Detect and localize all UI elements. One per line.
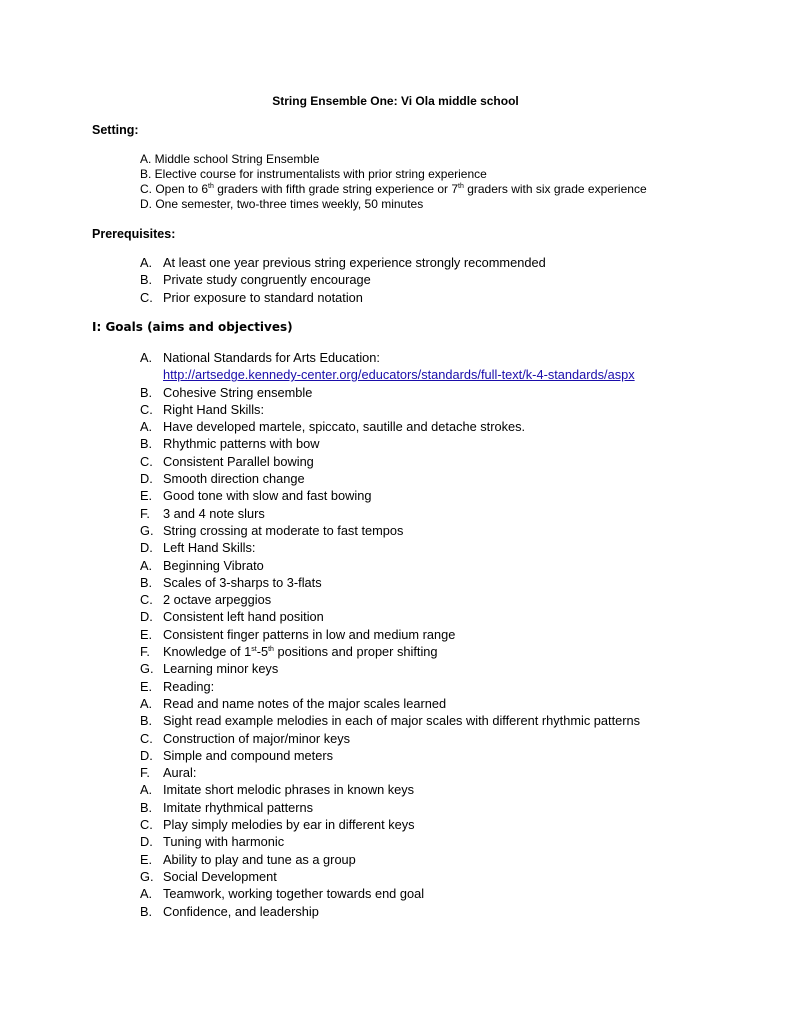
setting-heading: Setting:: [92, 123, 139, 137]
sub-item-text: 2 octave arpeggios: [163, 592, 272, 608]
sub-item-text: Scales of 3-sharps to 3-flats: [163, 574, 322, 590]
goal-item: [140, 401, 640, 539]
list-marker: E.: [140, 678, 153, 694]
sub-item: [140, 643, 640, 660]
list-marker: D.: [140, 540, 153, 556]
goal-item: [140, 764, 640, 868]
reading-list: [140, 695, 640, 764]
setting-item: D. One semester, two-three times weekly, 50 minutes: [140, 197, 424, 211]
list-marker: B.: [140, 272, 153, 288]
list-marker: D.: [140, 747, 153, 763]
document-title: String Ensemble One: Vi Ola middle school: [272, 94, 519, 108]
list-marker: G.: [140, 868, 154, 884]
setting-item: [140, 182, 647, 197]
prerequisites-heading: Prerequisites:: [92, 227, 176, 241]
sub-item-text: Confidence, and leadership: [163, 903, 319, 919]
list-marker: F.: [140, 765, 150, 781]
sub-item-text-part: Knowledge of 1: [163, 644, 252, 660]
prerequisite-item: [140, 289, 546, 306]
prerequisite-text: At least one year previous string experience strongly recommended: [163, 255, 546, 270]
list-marker: A.: [140, 557, 153, 573]
goal-text: Reading:: [163, 678, 215, 694]
sub-item-text: Smooth direction change: [163, 471, 305, 487]
sub-item-text: Tuning with harmonic: [163, 834, 285, 850]
sub-item: [140, 435, 640, 452]
goals-list: [140, 349, 640, 920]
goal-text: Cohesive String ensemble: [163, 384, 313, 400]
sub-item-text: String crossing at moderate to fast tempos: [163, 522, 404, 538]
sub-item: [140, 505, 640, 522]
list-marker: D.: [140, 471, 153, 487]
sub-item-text-part: -5: [256, 644, 269, 660]
ordinal-suffix: th: [268, 646, 274, 654]
sub-item-text: 3 and 4 note slurs: [163, 505, 265, 521]
setting-item-text: graders with six grade experience: [463, 182, 647, 196]
sub-item: [140, 695, 640, 712]
sub-item: [140, 453, 640, 470]
sub-item-text: Have developed martele, spiccato, sautille and detache strokes.: [163, 419, 526, 435]
list-marker: F.: [140, 505, 150, 521]
list-marker: B.: [140, 903, 153, 919]
goal-item: [140, 539, 640, 677]
list-marker: G.: [140, 661, 154, 677]
sub-item: [140, 781, 640, 798]
list-marker: D.: [140, 609, 153, 625]
setting-list: [140, 152, 647, 212]
goal-text: National Standards for Arts Education:: [163, 350, 380, 365]
goal-text: Aural:: [163, 765, 197, 781]
sub-item: [140, 591, 640, 608]
list-marker: A.: [140, 255, 153, 270]
goal-text: Left Hand Skills:: [163, 540, 256, 556]
goal-item: [140, 384, 640, 401]
sub-item-text: Construction of major/minor keys: [163, 730, 351, 746]
ordinal-suffix: th: [458, 183, 464, 190]
sub-item-text: [163, 643, 640, 660]
sub-item-text: Imitate short melodic phrases in known keys: [163, 782, 415, 798]
sub-item-text: Consistent Parallel bowing: [163, 453, 314, 469]
list-marker: E.: [140, 488, 153, 504]
goal-text: Right Hand Skills:: [163, 401, 264, 417]
goal-item: [140, 678, 640, 764]
list-marker: C.: [140, 289, 153, 305]
sub-item: [140, 660, 640, 677]
sub-item: [140, 557, 640, 574]
sub-item-text: Ability to play and tune as a group: [163, 851, 356, 867]
sub-item: [140, 626, 640, 643]
list-marker: F.: [140, 644, 150, 660]
sub-item: [140, 574, 640, 591]
sub-item-text: Simple and compound meters: [163, 747, 334, 763]
left-hand-skills-list: [140, 557, 640, 678]
prerequisite-item: [140, 254, 546, 271]
sub-item: [140, 833, 640, 850]
sub-item: [140, 712, 640, 729]
sub-item-text: Beginning Vibrato: [163, 557, 264, 573]
sub-item: [140, 851, 640, 868]
list-marker: B.: [140, 713, 153, 729]
setting-item-text: graders with fifth grade string experience or 7: [213, 182, 459, 196]
list-marker: D.: [140, 834, 153, 850]
list-marker: G.: [140, 522, 154, 538]
list-marker: C.: [140, 730, 153, 746]
sub-item: [140, 522, 640, 539]
prerequisite-item: [140, 271, 546, 288]
list-marker: A.: [140, 886, 153, 902]
list-marker: E.: [140, 851, 153, 867]
setting-item: A. Middle school String Ensemble: [140, 152, 320, 166]
setting-item: B. Elective course for instrumentalists with prior string experience: [140, 167, 487, 181]
sub-item: [140, 608, 640, 625]
sub-item-text: Sight read example melodies in each of major scales with different rhythmic patterns: [163, 713, 641, 729]
sub-item: [140, 816, 640, 833]
goal-item: [140, 349, 640, 384]
sub-item: [140, 747, 640, 764]
social-development-list: [140, 885, 640, 920]
sub-item-text: Teamwork, working together towards end goal: [163, 886, 425, 902]
goal-text: Social Development: [163, 868, 277, 884]
sub-item-text: Learning minor keys: [163, 661, 279, 677]
prerequisite-text: Prior exposure to standard notation: [163, 289, 363, 305]
list-marker: B.: [140, 799, 153, 815]
prerequisites-list: [140, 254, 546, 306]
list-marker: B.: [140, 574, 153, 590]
list-marker: A.: [140, 419, 153, 435]
ordinal-suffix: st: [251, 646, 257, 654]
sub-item-text: Consistent left hand position: [163, 609, 324, 625]
list-marker: A.: [140, 695, 153, 711]
list-marker: C.: [140, 592, 153, 608]
aural-list: [140, 781, 640, 867]
right-hand-skills-list: [140, 418, 640, 539]
sub-item: [140, 418, 640, 435]
sub-item: [140, 487, 640, 504]
sub-item-text-part: positions and proper shifting: [273, 644, 438, 660]
sub-item-text: Rhythmic patterns with bow: [163, 436, 320, 452]
sub-item-text: Play simply melodies by ear in different keys: [163, 817, 415, 833]
list-marker: E.: [140, 626, 153, 642]
goals-heading: I: Goals (aims and objectives): [92, 320, 293, 334]
sub-item-text: Good tone with slow and fast bowing: [163, 488, 372, 504]
sub-item: [140, 470, 640, 487]
list-marker: A.: [140, 782, 153, 798]
list-marker: C.: [140, 453, 153, 469]
ordinal-suffix: th: [208, 183, 214, 190]
sub-item: [140, 730, 640, 747]
sub-item: [140, 903, 640, 920]
sub-item-text: Imitate rhythmical patterns: [163, 799, 314, 815]
list-marker: B.: [140, 384, 153, 400]
list-marker: C.: [140, 401, 153, 417]
sub-item: [140, 885, 640, 902]
goal-item: [140, 868, 640, 920]
list-marker: B.: [140, 436, 153, 452]
list-marker: C.: [140, 817, 153, 833]
setting-item-text: C. Open to 6: [140, 182, 209, 196]
sub-item-text: Read and name notes of the major scales learned: [163, 695, 447, 711]
sub-item-text: Consistent finger patterns in low and medium range: [163, 626, 456, 642]
standards-link[interactable]: http://artsedge.kennedy-center.org/educators/standards/full-text/k-4-standards/aspx: [163, 367, 635, 383]
sub-item: [140, 799, 640, 816]
prerequisite-text: Private study congruently encourage: [163, 272, 371, 288]
list-marker: A.: [140, 350, 153, 365]
